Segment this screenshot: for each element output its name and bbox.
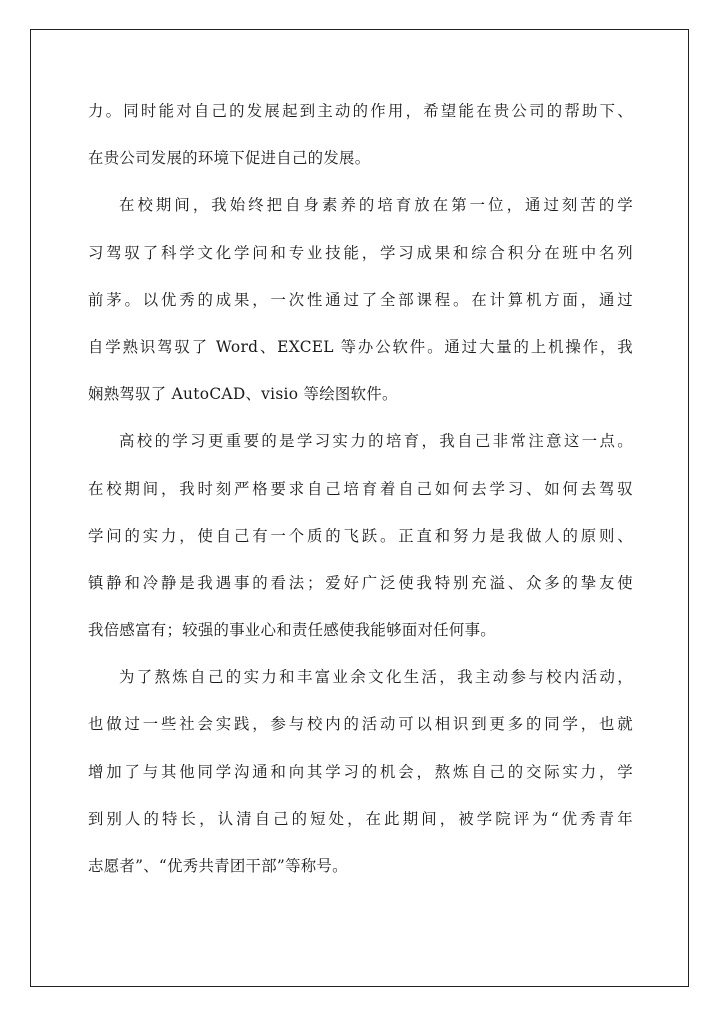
text-line: 也做过一些社会实践，参与校内的活动可以相识到更多的同学，也就 [88, 715, 633, 734]
text-line: 志愿者”、“优秀共青团干部”等称号。 [88, 857, 348, 875]
text-line: 娴熟驾驭了 AutoCAD、visio 等绘图软件。 [88, 385, 398, 404]
text-line: 在校期间，我时刻严格要求自己培育着自己如何去学习、如何去驾驭 [88, 479, 633, 498]
paragraph-first-line: 高校的学习更重要的是学习实力的培育，我自己非常注意这一点。 [119, 432, 633, 451]
paragraph-first-line: 在校期间，我始终把自身素养的培育放在第一位，通过刻苦的学 [119, 196, 633, 215]
text-line: 镇静和冷静是我遇事的看法；爱好广泛使我特别充溢、众多的挚友使 [88, 573, 633, 592]
text-line: 自学熟识驾驭了 Word、EXCEL 等办公软件。通过大量的上机操作，我 [88, 337, 633, 356]
document-body [88, 96, 633, 898]
text-line: 前茅。以优秀的成果，一次性通过了全部课程。在计算机方面，通过 [88, 290, 633, 309]
text-line: 学问的实力，使自己有一个质的飞跃。正直和努力是我做人的原则、 [88, 526, 633, 545]
text-line: 习驾驭了科学文化学问和专业技能，学习成果和综合积分在班中名列 [88, 243, 633, 262]
paragraph-first-line: 为了熬炼自己的实力和丰富业余文化生活，我主动参与校内活动， [119, 668, 633, 687]
text-line: 力。同时能对自己的发展起到主动的作用，希望能在贵公司的帮助下、 [88, 102, 633, 120]
text-line: 到别人的特长，认清自己的短处，在此期间，被学院评为“优秀青年 [88, 809, 633, 828]
text-line: 我倍感富有；较强的事业心和责任感使我能够面对任何事。 [88, 621, 496, 640]
text-line: 增加了与其他同学沟通和向其学习的机会，熬炼自己的交际实力，学 [88, 762, 633, 781]
text-line: 在贵公司发展的环境下促进自己的发展。 [88, 149, 371, 168]
